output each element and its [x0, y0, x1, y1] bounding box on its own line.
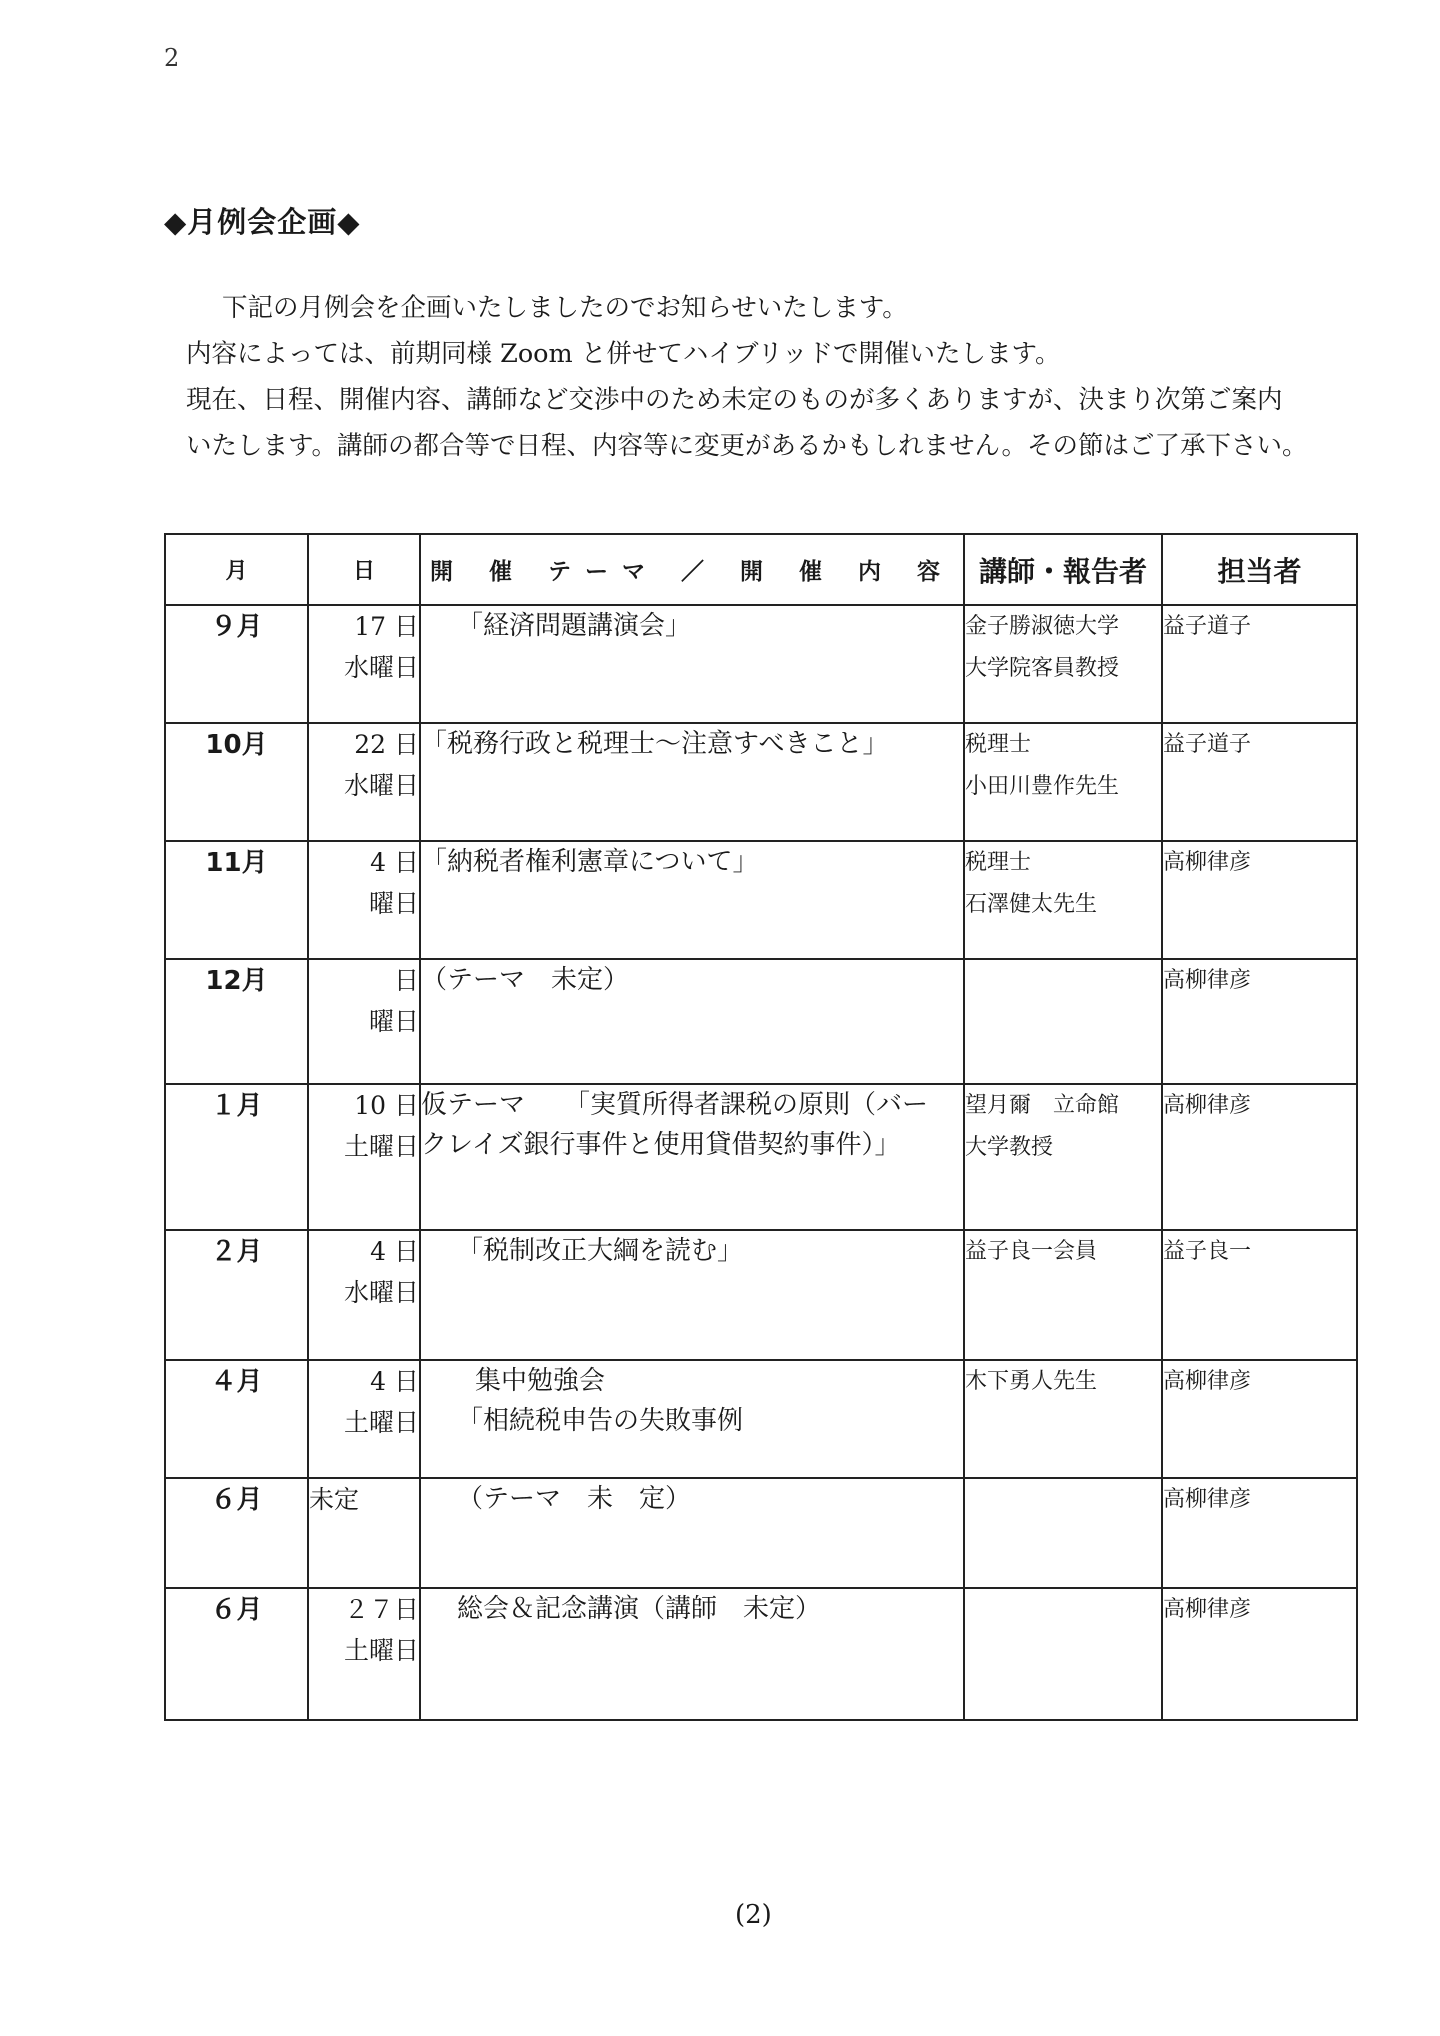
lecturer-line: 石澤健太先生: [965, 892, 1098, 917]
cell-day: [308, 1478, 420, 1588]
lecturer-line: 大学教授: [965, 1135, 1054, 1160]
cell-theme: [420, 1360, 964, 1478]
lecturer-line: 小田川豊作先生: [965, 774, 1120, 799]
cell-theme: [420, 605, 964, 723]
theme-line: （テーマ 未 定）: [457, 1484, 692, 1514]
table-row: [165, 605, 1357, 723]
cell-month: 11月: [165, 841, 308, 959]
intro-line: 内容によっては、前期同様 Zoom と併せてハイブリッドで開催いたします。: [186, 339, 1061, 369]
theme-line: 「税務行政と税理士～注意すべきこと」: [421, 729, 889, 759]
cell-day: [308, 605, 420, 723]
header-month: 月: [165, 534, 308, 605]
day-weekday: 土曜日: [343, 1636, 419, 1665]
cell-theme: [420, 1588, 964, 1720]
day-date: 22 日: [354, 730, 419, 759]
table-row: [165, 841, 1357, 959]
table-row: [165, 1588, 1357, 1720]
lecturer-line: 税理士: [965, 732, 1032, 757]
cell-person: 高柳律彦: [1162, 1084, 1357, 1230]
section-heading: ◆月例会企画◆: [164, 205, 361, 239]
cell-month: 10月: [165, 723, 308, 841]
cell-lecturer: [964, 1360, 1162, 1478]
intro-line: 現在、日程、開催内容、講師など交渉中のため未定のものが多くありますが、決まり次第ご案内: [186, 385, 1283, 415]
cell-month: ６月: [165, 1478, 308, 1588]
table-header-row: [165, 534, 1357, 605]
cell-month: １月: [165, 1084, 308, 1230]
header-person: 担当者: [1162, 534, 1357, 605]
cell-month: ２月: [165, 1230, 308, 1360]
cell-lecturer: [964, 1588, 1162, 1720]
intro-paragraph: [186, 285, 1336, 469]
header-lecturer: 講師・報告者: [964, 534, 1162, 605]
cell-day: [308, 959, 420, 1084]
cell-month: ６月: [165, 1588, 308, 1720]
cell-theme: [420, 841, 964, 959]
cell-lecturer: [964, 1084, 1162, 1230]
theme-line: 仮テーマ 「実質所得者課税の原則（バー: [421, 1090, 929, 1120]
day-weekday: 曜日: [368, 889, 419, 918]
cell-month: ４月: [165, 1360, 308, 1478]
cell-person: 高柳律彦: [1162, 1360, 1357, 1478]
cell-month: ９月: [165, 605, 308, 723]
cell-person: 高柳律彦: [1162, 1588, 1357, 1720]
header-theme: 開 催 テーマ ／ 開 催 内 容: [420, 534, 964, 605]
cell-person: 益子道子: [1162, 605, 1357, 723]
cell-lecturer: [964, 1478, 1162, 1588]
cell-theme: [420, 723, 964, 841]
lecturer-line: 望月爾 立命館: [965, 1093, 1120, 1118]
table-row: [165, 1084, 1357, 1230]
day-date: 未定: [309, 1485, 360, 1514]
cell-theme: [420, 1478, 964, 1588]
cell-person: 益子道子: [1162, 723, 1357, 841]
cell-day: [308, 1084, 420, 1230]
lecturer-line: 木下勇人先生: [965, 1369, 1098, 1394]
theme-line: クレイズ銀行事件と使用貸借契約事件）」: [421, 1130, 901, 1160]
cell-lecturer: [964, 841, 1162, 959]
cell-lecturer: [964, 959, 1162, 1084]
day-date: ２７日: [343, 1595, 419, 1624]
cell-theme: [420, 1230, 964, 1360]
day-weekday: 水曜日: [343, 771, 419, 800]
table-row: [165, 959, 1357, 1084]
theme-line: 「経済問題講演会」: [457, 611, 692, 641]
table-row: [165, 723, 1357, 841]
corner-mark: 2: [164, 44, 180, 72]
cell-lecturer: [964, 723, 1162, 841]
cell-theme: [420, 1084, 964, 1230]
table-row: [165, 1360, 1357, 1478]
theme-line: 「納税者権利憲章について」: [421, 847, 759, 877]
cell-person: 益子良一: [1162, 1230, 1357, 1360]
cell-month: 12月: [165, 959, 308, 1084]
header-day: 日: [308, 534, 420, 605]
cell-day: [308, 1360, 420, 1478]
theme-line: 集中勉強会: [475, 1366, 606, 1396]
day-date: 10 日: [354, 1091, 419, 1120]
intro-line: 下記の月例会を企画いたしましたのでお知らせいたします。: [222, 293, 908, 323]
cell-person: 高柳律彦: [1162, 1478, 1357, 1588]
cell-lecturer: [964, 1230, 1162, 1360]
day-date: 4 日: [370, 1367, 419, 1396]
cell-day: [308, 1588, 420, 1720]
day-weekday: 水曜日: [343, 653, 419, 682]
day-weekday: 水曜日: [343, 1278, 419, 1307]
cell-day: [308, 723, 420, 841]
day-date: 4 日: [370, 848, 419, 877]
table-row: [165, 1478, 1357, 1588]
theme-line: 「税制改正大綱を読む」: [457, 1236, 744, 1266]
theme-line: 「相続税申告の失敗事例: [457, 1406, 744, 1436]
page-number: (2): [735, 1900, 772, 1930]
lecturer-line: 大学院客員教授: [965, 656, 1120, 681]
day-weekday: 土曜日: [343, 1408, 419, 1437]
day-weekday: 曜日: [368, 1007, 419, 1036]
cell-person: 高柳律彦: [1162, 841, 1357, 959]
cell-lecturer: [964, 605, 1162, 723]
day-date: 日: [393, 966, 419, 995]
day-date: 17 日: [354, 612, 419, 641]
cell-day: [308, 1230, 420, 1360]
schedule-table: [164, 533, 1358, 1721]
lecturer-line: 益子良一会員: [965, 1239, 1098, 1264]
cell-person: 高柳律彦: [1162, 959, 1357, 1084]
day-weekday: 土曜日: [343, 1132, 419, 1161]
theme-line: 総会＆記念講演（講師 未定）: [457, 1594, 822, 1624]
lecturer-line: 金子勝淑徳大学: [965, 614, 1120, 639]
table-row: [165, 1230, 1357, 1360]
cell-day: [308, 841, 420, 959]
intro-line: いたします。講師の都合等で日程、内容等に変更があるかもしれません。その節はご了承下さい。: [186, 431, 1308, 461]
theme-line: （テーマ 未定）: [421, 965, 630, 995]
day-date: 4 日: [370, 1237, 419, 1266]
lecturer-line: 税理士: [965, 850, 1032, 875]
cell-theme: [420, 959, 964, 1084]
